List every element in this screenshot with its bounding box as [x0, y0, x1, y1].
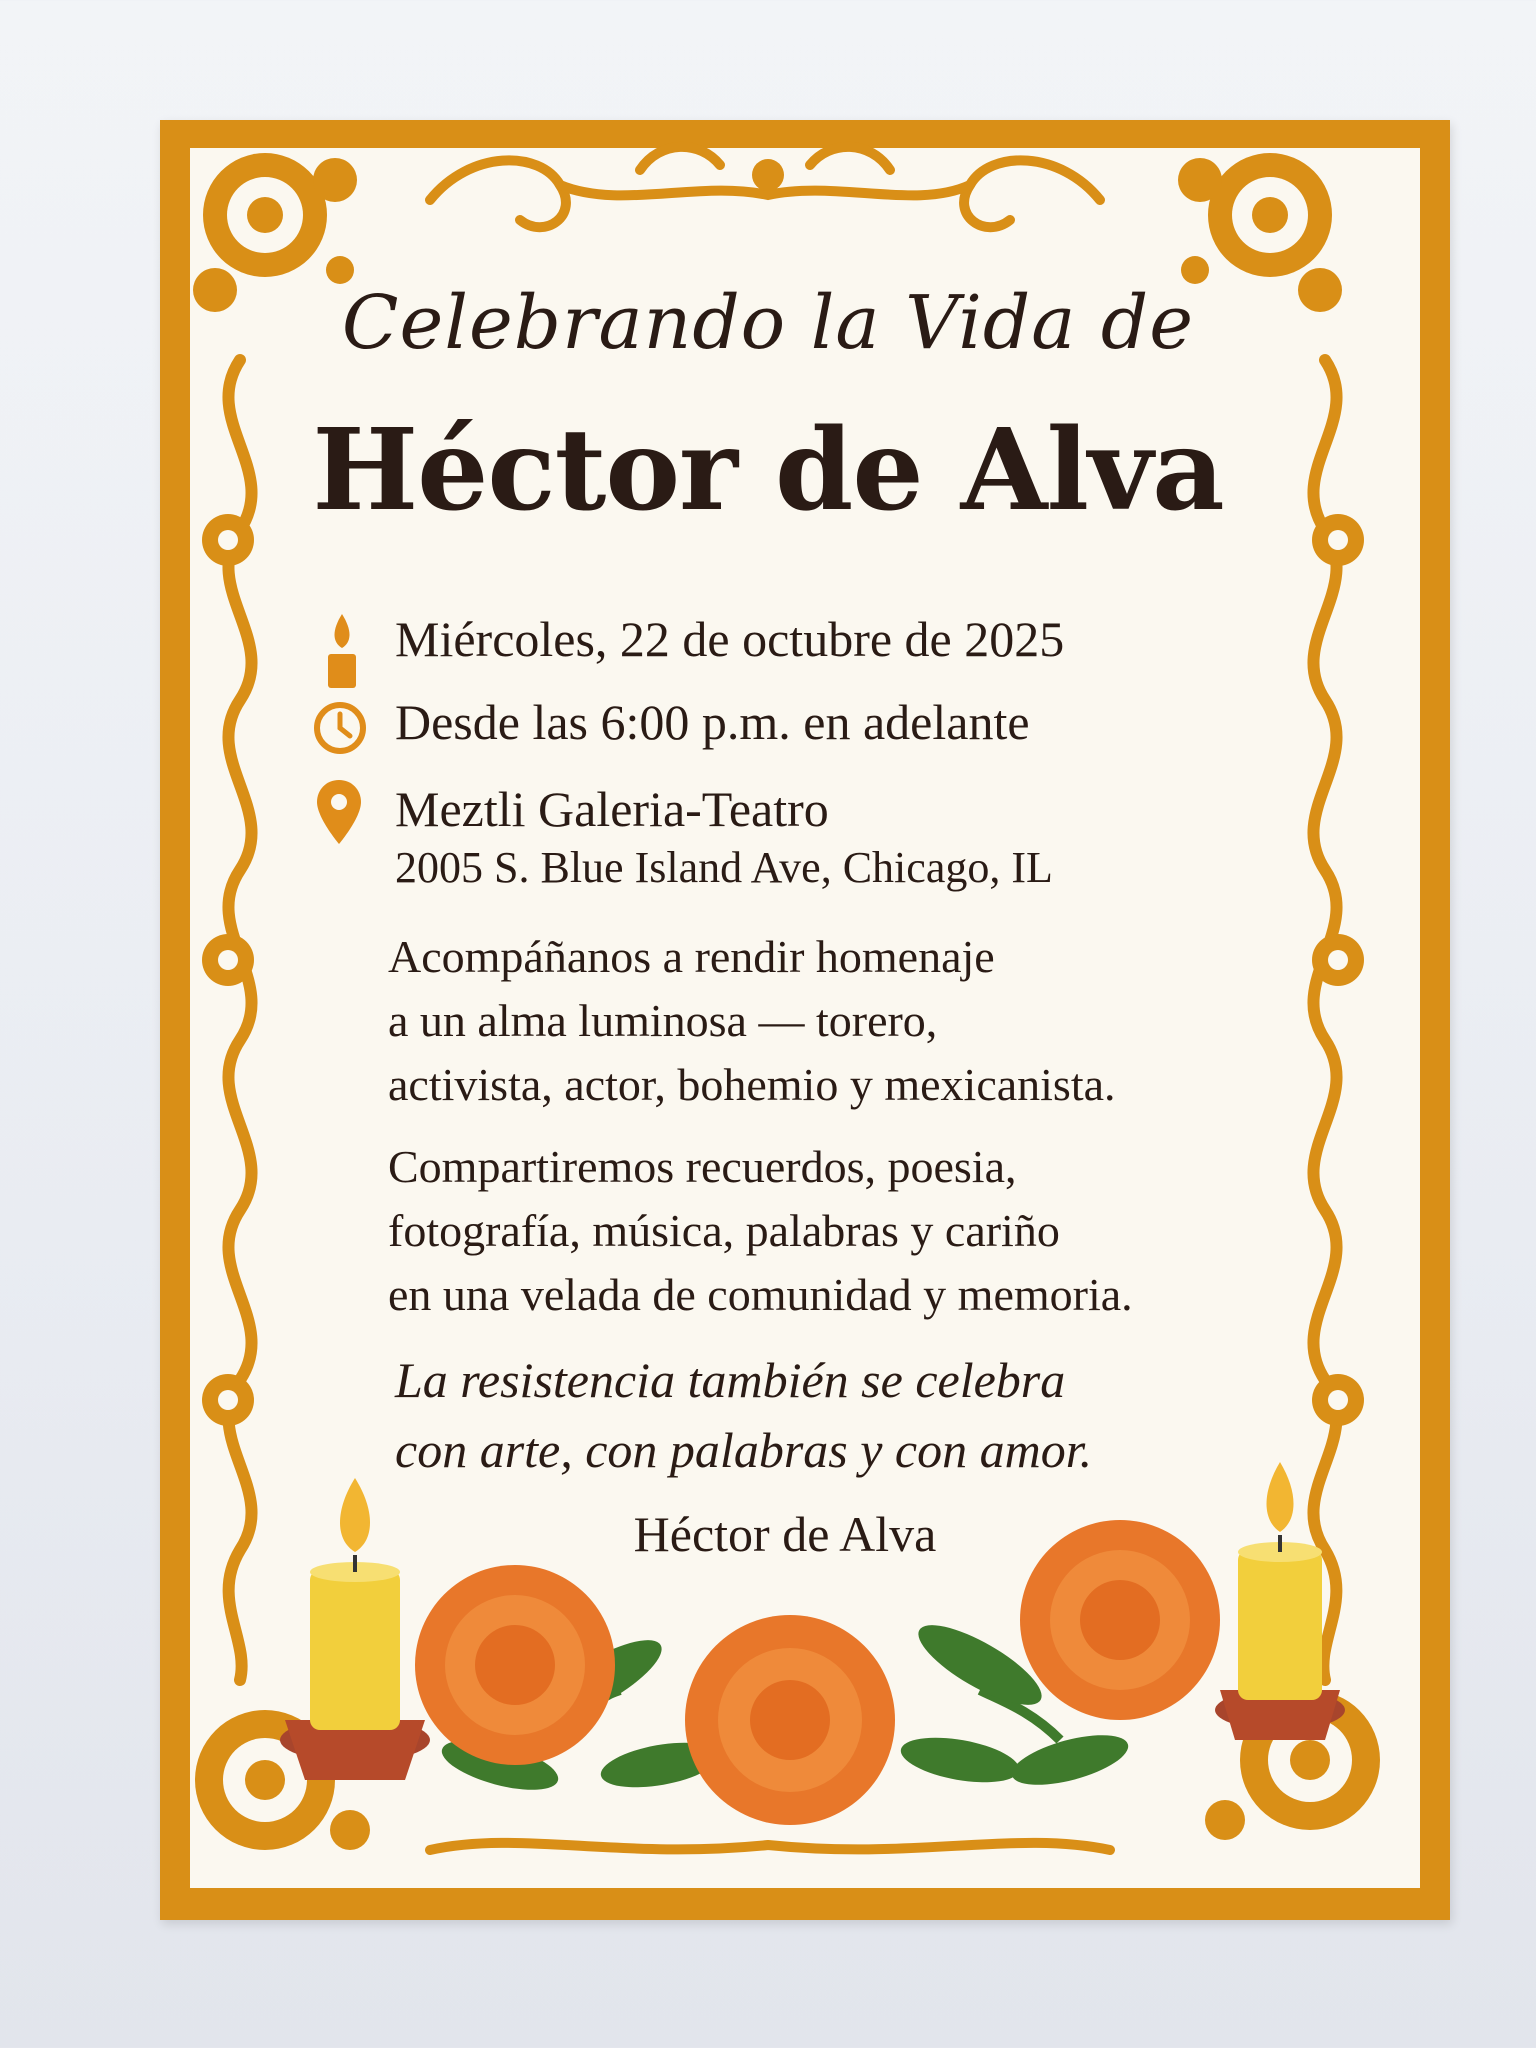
marigold-center-illustration: [685, 1615, 895, 1825]
marigold-left-illustration: [415, 1565, 615, 1765]
event-date: Miércoles, 22 de octubre de 2025: [395, 611, 1065, 667]
location-pin-icon: [314, 778, 364, 846]
program-paragraph-line: en una velada de comunidad y memoria.: [388, 1269, 1133, 1320]
tribute-paragraph-line: Acompáñanos a rendir homenaje: [388, 931, 995, 982]
candle-right-illustration: [1215, 1462, 1345, 1740]
tribute-paragraph-line: a un alma luminosa — torero,: [388, 995, 938, 1046]
program-paragraph-line: Compartiremos recuerdos, poesia,: [388, 1141, 1017, 1192]
quote-line: La resistencia también se celebra: [395, 1352, 1066, 1408]
event-time: Desde las 6:00 p.m. en adelante: [395, 694, 1030, 750]
venue-name: Meztli Galeria-Teatro: [395, 781, 829, 837]
top-ornament-dot: [752, 159, 784, 191]
program-paragraph-line: fotografía, música, palabras y cariño: [388, 1205, 1060, 1256]
bottom-scroll-ornament: [430, 1843, 1110, 1850]
tribute-paragraph-line: activista, actor, bohemio y mexicanista.: [388, 1059, 1116, 1110]
clock-icon: [312, 700, 368, 756]
quote-line: con arte, con palabras y con amor.: [395, 1422, 1093, 1478]
venue-address: 2005 S. Blue Island Ave, Chicago, IL: [395, 843, 1053, 892]
script-heading: Celebrando la Vida de: [341, 280, 1195, 366]
quote-signature: Héctor de Alva: [633, 1506, 937, 1562]
honoree-name-heading: Héctor de Alva: [312, 405, 1224, 536]
candle-icon: [320, 612, 364, 690]
